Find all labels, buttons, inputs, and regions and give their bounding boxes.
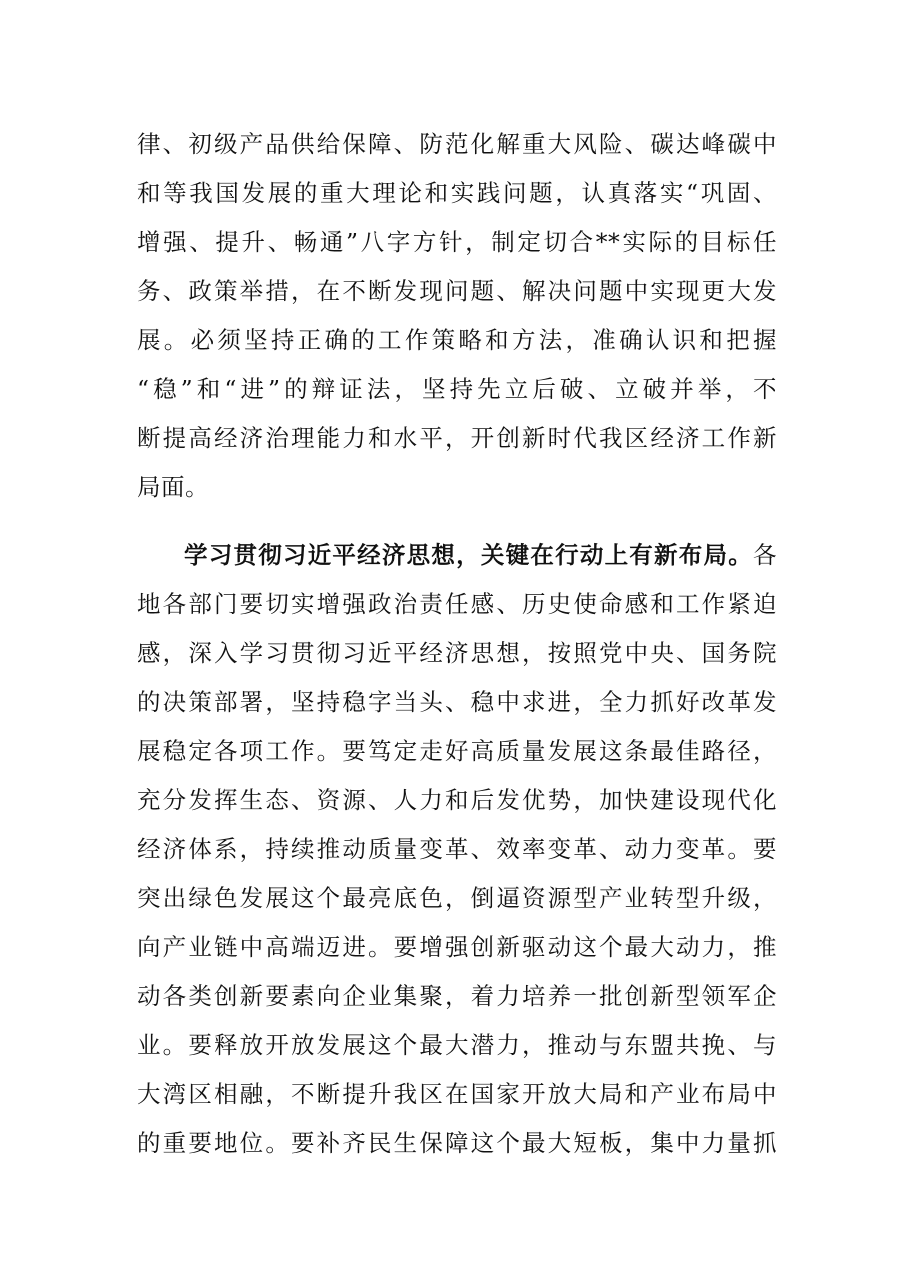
text-line: 地各部门要切实增强政治责任感、历史使命感和工作紧迫 bbox=[137, 590, 777, 618]
text-fragment: 各 bbox=[753, 541, 777, 569]
text-line: 展稳定各项工作。要笃定走好高质量发展这条最佳路径， bbox=[137, 737, 777, 765]
text-line: 增强、提升、畅通”八字方针，制定切合**实际的目标任 bbox=[137, 228, 777, 256]
paragraph-1 bbox=[137, 120, 777, 512]
text-line: 务、政策举措，在不断发现问题、解决问题中实现更大发 bbox=[137, 277, 777, 305]
paragraph-2-first-line bbox=[137, 531, 777, 580]
text-line: 向产业链中高端迈进。要增强创新驱动这个最大动力，推 bbox=[137, 933, 777, 961]
text-line: 展。必须坚持正确的工作策略和方法，准确认识和把握 bbox=[137, 326, 777, 354]
text-line: 突出绿色发展这个最亮底色，倒逼资源型产业转型升级， bbox=[137, 884, 777, 912]
text-line: 断提高经济治理能力和水平，开创新时代我区经济工作新 bbox=[137, 424, 777, 452]
paragraph-2 bbox=[137, 531, 777, 1168]
text-line: 的决策部署，坚持稳字当头、稳中求进，全力抓好改革发 bbox=[137, 688, 777, 716]
text-line: 律、初级产品供给保障、防范化解重大风险、碳达峰碳中 bbox=[137, 130, 777, 158]
text-line: 充分发挥生态、资源、人力和后发优势，加快建设现代化 bbox=[137, 786, 777, 814]
text-line: 经济体系，持续推动质量变革、效率变革、动力变革。要 bbox=[137, 835, 777, 863]
text-line: “稳”和“进”的辩证法，坚持先立后破、立破并举，不 bbox=[137, 375, 777, 403]
text-line: 大湾区相融，不断提升我区在国家开放大局和产业布局中 bbox=[137, 1080, 777, 1108]
text-line: 业。要释放开放发展这个最大潜力，推动与东盟共挽、与 bbox=[137, 1031, 777, 1059]
paragraph-spacer bbox=[137, 512, 777, 531]
paragraph-heading: 学习贯彻习近平经济思想，关键在行动上有新布局。 bbox=[184, 541, 753, 569]
text-line: 局面。 bbox=[137, 473, 209, 501]
document-body bbox=[137, 120, 777, 1168]
text-line: 动各类创新要素向企业集聚，着力培养一批创新型领军企 bbox=[137, 982, 777, 1010]
text-line: 的重要地位。要补齐民生保障这个最大短板，集中力量抓 bbox=[137, 1129, 777, 1157]
text-line: 感，深入学习贯彻习近平经济思想，按照党中央、国务院 bbox=[137, 639, 777, 667]
text-line: 和等我国发展的重大理论和实践问题，认真落实“巩固、 bbox=[137, 179, 777, 207]
